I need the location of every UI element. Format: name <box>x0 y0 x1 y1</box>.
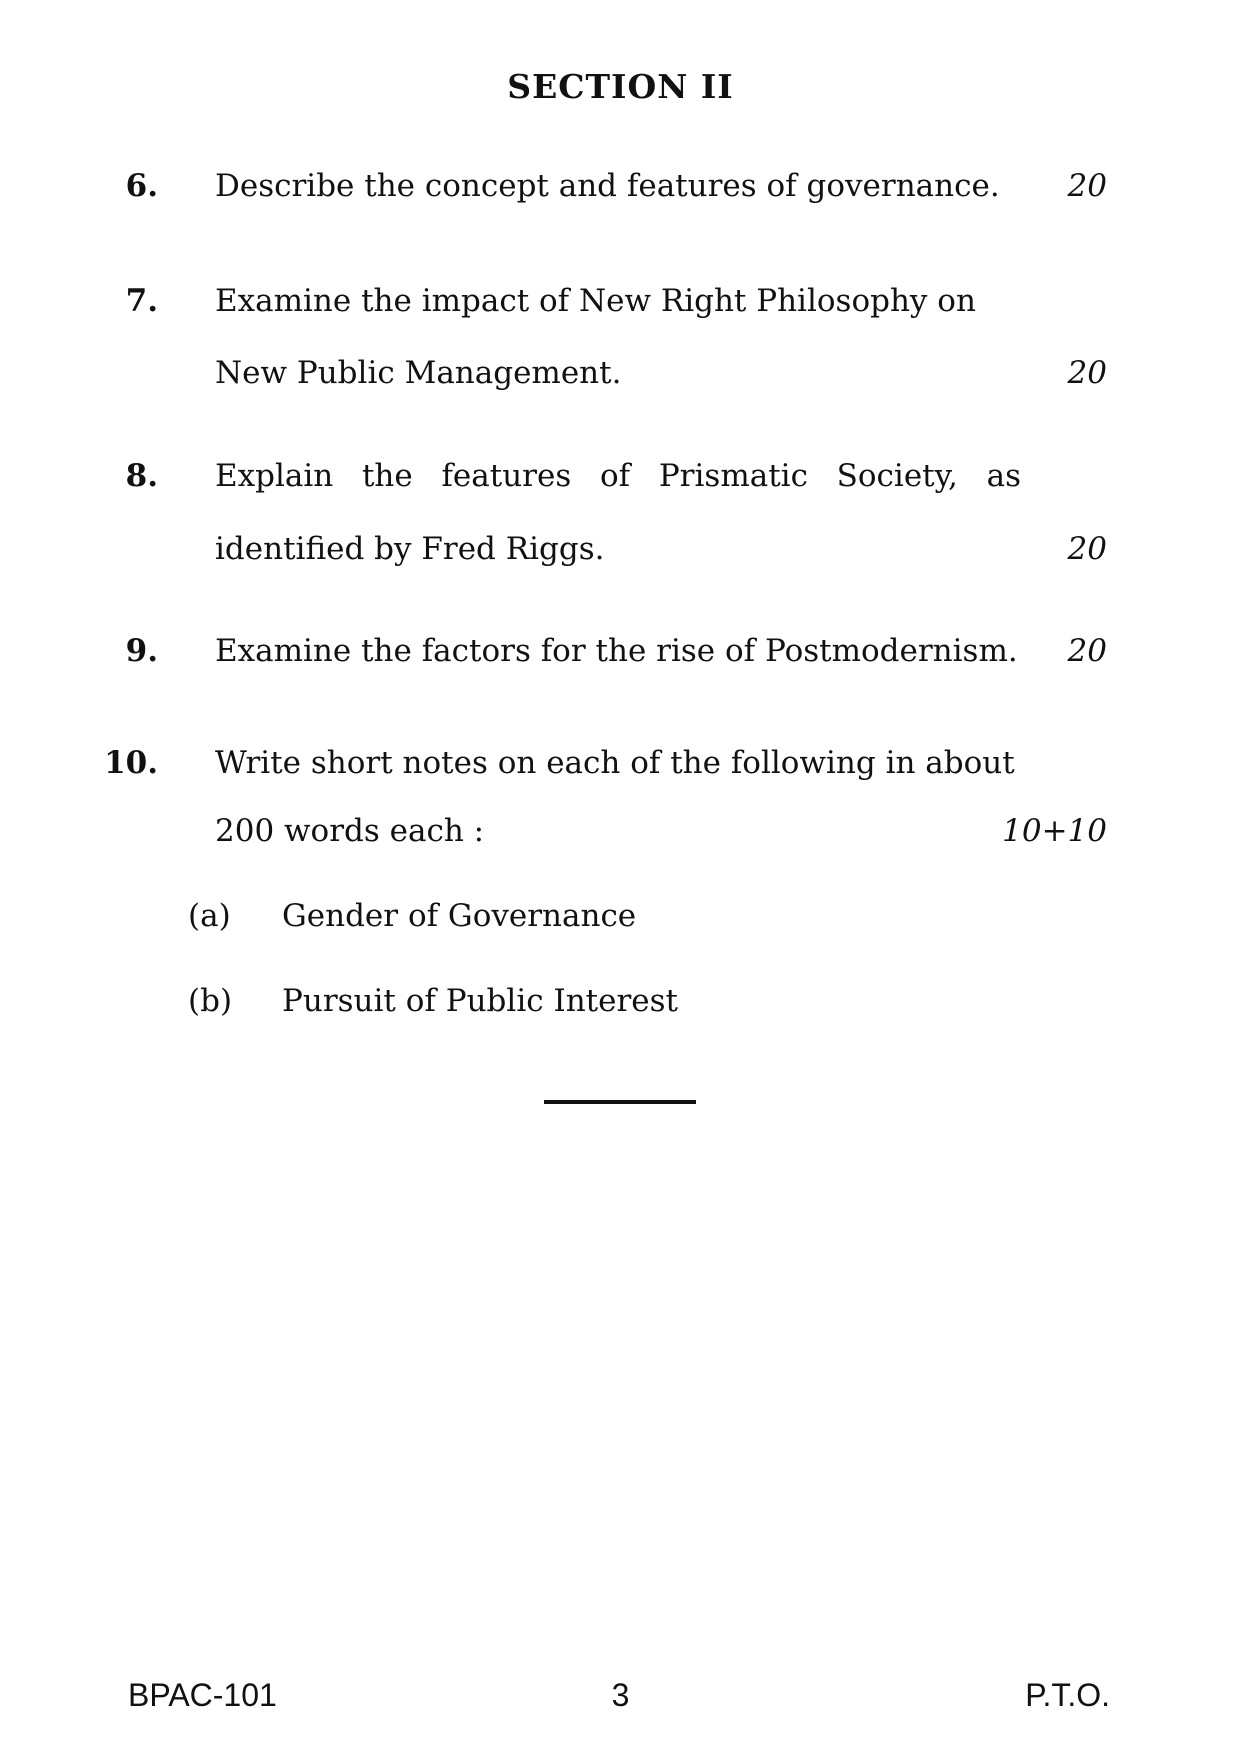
question-text-line: Describe the concept and features of governance. <box>215 168 1000 204</box>
footer-page-number: 3 <box>611 1677 630 1713</box>
question-text-line: 200 words each : <box>215 813 485 849</box>
question-text-line: Examine the factors for the rise of Postmodernism. <box>215 633 1018 669</box>
section-heading: SECTION II <box>507 67 734 106</box>
question-text-line: identified by Fred Riggs. <box>215 531 605 567</box>
question-number: 6. <box>125 168 158 204</box>
sub-item-label: (b) <box>188 983 233 1019</box>
question-marks: 20 <box>1067 168 1107 204</box>
question-text-line: New Public Management. <box>215 355 622 391</box>
question-text-line: Write short notes on each of the following in about <box>215 745 1015 781</box>
end-divider-rule <box>544 1100 696 1104</box>
sub-item-text: Pursuit of Public Interest <box>282 983 678 1019</box>
question-number: 8. <box>125 458 158 494</box>
sub-item-text: Gender of Governance <box>282 898 637 934</box>
question-text-line: Explain the features of Prismatic Society, as <box>215 458 1021 494</box>
question-number: 10. <box>104 745 158 781</box>
footer-pto: P.T.O. <box>1025 1677 1110 1713</box>
question-number: 7. <box>125 283 158 319</box>
sub-item-label: (a) <box>188 898 231 934</box>
question-marks: 10+10 <box>1002 813 1107 849</box>
question-marks: 20 <box>1067 531 1107 567</box>
question-number: 9. <box>125 633 158 669</box>
question-marks: 20 <box>1067 355 1107 391</box>
footer-course-code: BPAC-101 <box>128 1677 277 1713</box>
question-text-line: Examine the impact of New Right Philosophy on <box>215 283 976 319</box>
question-marks: 20 <box>1067 633 1107 669</box>
